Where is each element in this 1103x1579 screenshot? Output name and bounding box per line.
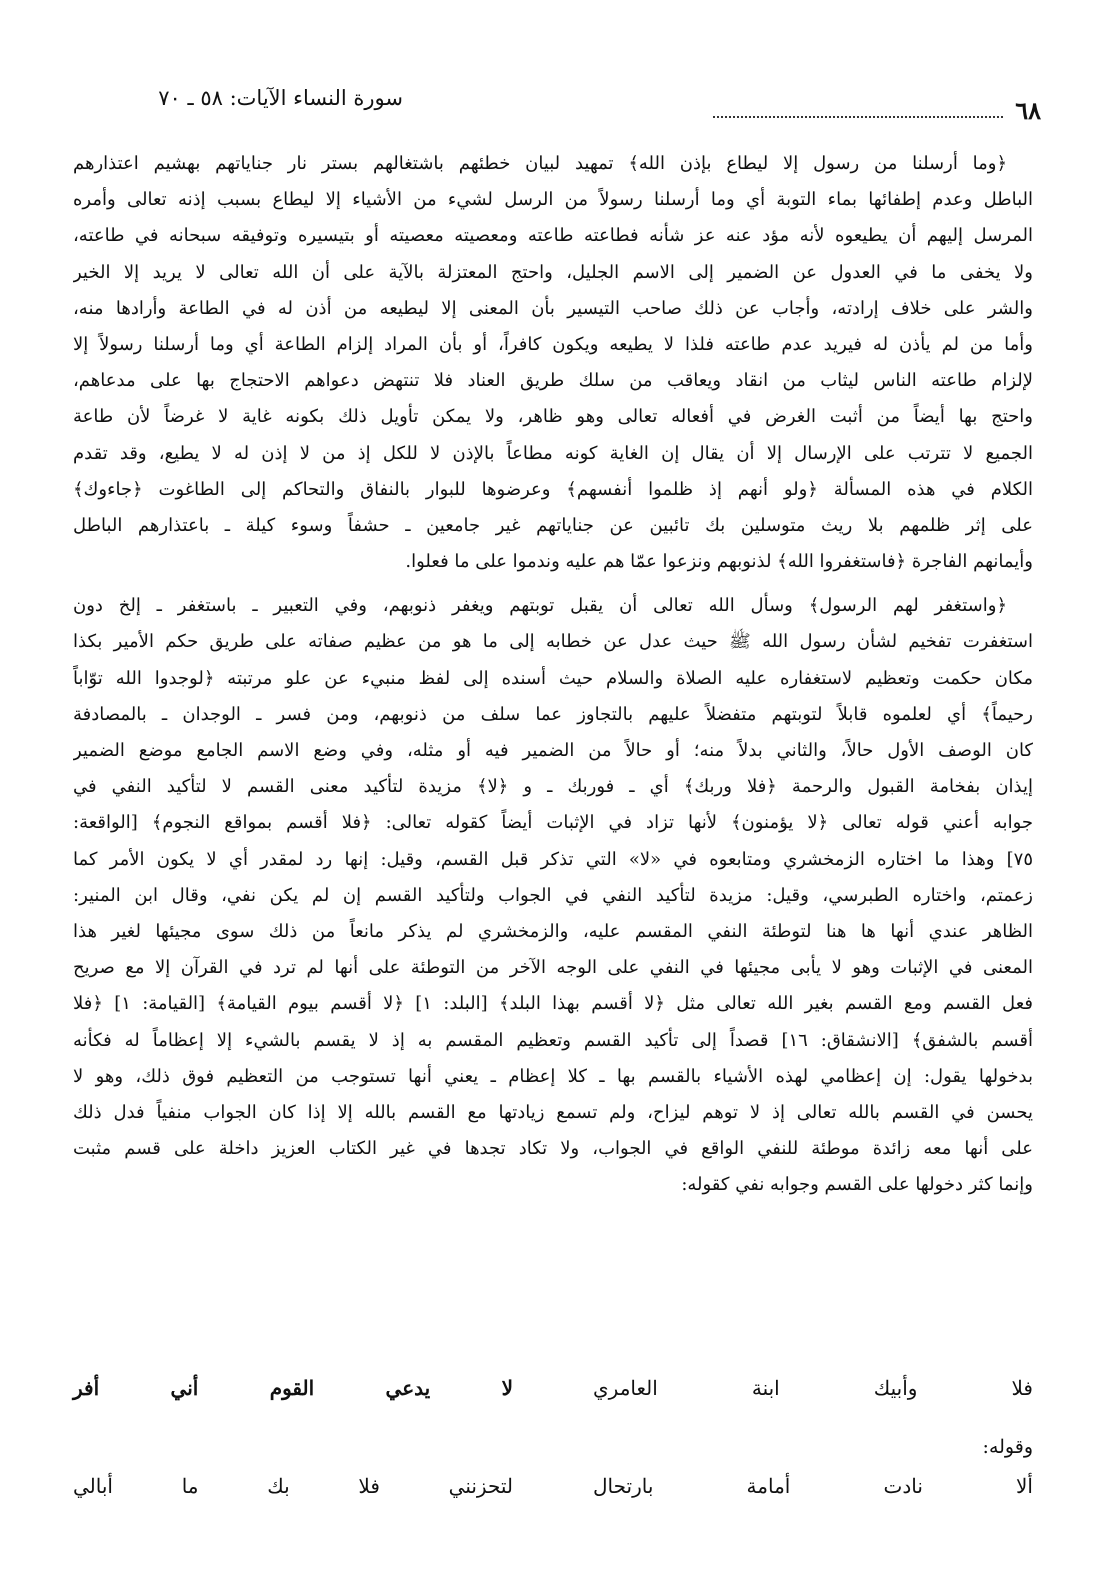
text-line: رحيماً﴾ أي لعلموه قابلاً لتوبتهم متفضلاً عليهم بالتجاوز عما سلف من ذنوبهم، ومن فسر ـ الوجدان ـ بالمصادفة [73,703,1033,725]
text-line: لإلزام طاعته الناس ليثاب من انقاد ويعاقب من سلك طريق العناد فلا تنتهض دعواهم الاحتجاج بها على مدعاهم، [73,370,1033,392]
text-line: على أنها معه زائدة موطئة للنفي الواقع في الجواب، ولا تكاد تجدها في غير الكتاب العزيز داخلة على قسم مثبت [73,1138,1033,1160]
text-line: كان الوصف الأول حالاً، والثاني بدلاً منه؛ أو حالاً من الضمير فيه أو مثله، وفي وضع الاسم الجامع موضع الضمير [73,740,1033,761]
text-line: جوابه أعني قوله تعالى ﴿لا يؤمنون﴾ لأنها تزاد في الإثبات أيضاً كقوله تعالى: ﴿فلا أقسم بمواقع النجوم﴾ [الواقعة: [73,812,1033,834]
paragraph-gap [73,580,1033,588]
text-line: يحسن في القسم بالله تعالى إذ لا توهم ليزاح، ولم تسمع زيادتها مع القسم بالله إلا إذا كان الجواب منفياً فدل ذلك [73,1101,1033,1123]
verse-line-1 [73,1376,1033,1400]
header-dotted-leader [713,116,1003,118]
text-line: الظاهر عندي أنها ها هنا لتوطئة النفي المقسم عليه، والزمخشري لم يذكر مانعاً من ذلك سوى مجيئها لغير هذا [73,920,1033,942]
text-line: الكلام في هذه المسألة ﴿ولو أنهم إذ ظلموا أنفسهم﴾ وعرضوها للبوار بالنفاق والتحاكم إلى الطاغوت ﴿جاءوك﴾ [73,478,1033,500]
text-line: ٧٥] وهذا ما اختاره الزمخشري ومتابعوه في «لا» التي تذكر قبل القسم، وقيل: إنها رد لمقدر أي لا يكون الأمر كما [73,848,1033,870]
text-line: أقسم بالشفق﴾ [الانشقاق: ١٦] قصداً إلى تأكيد القسم وتعظيم المقسم به إذ لا يقسم بالشيء إلا إعظاماً له فكأنه [73,1029,1033,1051]
text-line: إيذان بفخامة القبول والرحمة ﴿فلا وربك﴾ أي ـ فوربك ـ و ﴿لا﴾ مزيدة لتأكيد معنى القسم لا لتأكيد النفي في [73,776,1033,798]
text-line: الباطل وعدم إطفائها بماء التوبة أي وما أرسلنا رسولاً من الرسل لشيء من الأشياء إلا ليطاع بسبب إذنه تعالى وأمره [73,189,1033,211]
running-title: سورة النساء الآيات: ٥٨ ـ ٧٠ [158,86,403,110]
text-line: والشر على خلاف إرادته، وأجاب عن ذلك صاحب التيسير بأن المعنى إلا ليطيعه من أذن له في الطاعة وأرادها منه، [73,297,1033,319]
verse-2-right-hemistich: ألا نادت أمامة بارتحال [593,1474,1033,1498]
text-body [73,146,1033,1203]
text-line: واحتج بها أيضاً من أثبت الغرض في أفعاله تعالى وهو ظاهر، ولا يمكن تأويل ذلك بكونه غاية لا غرضاً لأن طاعة [73,406,1033,428]
verse-1-left-hemistich: لا يدعي القوم أني أفر [73,1376,513,1400]
text-line: فعل القسم ومع القسم بغير الله تعالى مثل ﴿لا أقسم بهذا البلد﴾ [البلد: ١] ﴿لا أقسم بيوم القيامة﴾ [القيامة: ١] ﴿فلا [73,993,1033,1015]
text-line: وأما من لم يأذن له فيريد عدم طاعته فلذا لا يطيعه ويكون كافراً، أو بأن المراد إلزام الطاعة أي وما أرسلنا رسولاً إلا [73,333,1033,355]
verse-line-2 [73,1474,1033,1498]
text-line: وأيمانهم الفاجرة ﴿فاستغفروا الله﴾ لذنوبهم ونزعوا عمّا هم عليه وندموا على ما فعلوا. [405,551,1033,573]
text-line: مكان حكمت وتعظيم لاستغفاره عليه الصلاة والسلام حيث أسنده إلى لفظ منبيء عن علو مرتبته ﴿لوجدوا الله توّاباً [73,667,1033,689]
text-line: ولا يخفى ما في العدول عن الضمير إلى الاسم الجليل، واحتج المعتزلة بالآية على أن الله تعالى لا يريد إلا الخير [73,261,1033,283]
text-line: الجميع لا تترتب على الإرسال إلا أن يقال إن الغاية كونه مطاعاً بالإذن لا للكل إذ من لا إذن له لا يطيع، وقد تقدم [73,442,1033,464]
text-line: ﴿واستغفر لهم الرسول﴾ وسأل الله تعالى أن يقبل توبتهم ويغفر ذنوبهم، وفي التعبير ـ باستغفر ـ إلخ دون [73,595,1007,617]
verse-1-right-hemistich: فلا وأبيك ابنة العامري [593,1376,1033,1400]
text-line: ﴿وما أرسلنا من رسول إلا ليطاع بإذن الله﴾ تمهيد لبيان خطئهم باشتغالهم بستر نار جناياتهم بهشيم اعتذارهم [73,153,1007,174]
text-line: المرسل إليهم أن يطيعوه لأنه مؤد عنه عز شأنه فطاعته طاعته ومعصيته معصيته أو بتيسيره وتوفيقه سبحانه في طاعته، [73,225,1033,247]
text-line: على إثر ظلمهم بلا ريث متوسلين بك تائبين عن جناياتهم غير جامعين ـ حشفاً وسوء كيلة ـ باعتذارهم الباطل [73,514,1033,536]
text-line: المعنى في الإثبات وهو لا يأبى مجيئها في النفي على الوجه الآخر من التوطئة على أنها لم ترد في القرآن إلا مع صريح [73,957,1033,979]
text-line: استغفرت تفخيم لشأن رسول الله ﷺ حيث عدل عن خطابه إلى ما هو من عظيم صفاته على طريق حكم الأمير بكذا [73,631,1033,653]
text-line: زعمتم، واختاره الطبرسي، وقيل: مزيدة لتأكيد النفي في الجواب ولتأكيد القسم إن لم يكن نفي، وقال ابن المنير: [73,884,1033,906]
verse-2-left-hemistich: لتحزنني فلا بك ما أبالي [73,1474,513,1498]
page-number: ٦٨ [1015,96,1041,125]
connector-text: وقوله: [982,1436,1033,1458]
text-line: بدخولها يقول: إن إعظامي لهذه الأشياء بالقسم بها ـ كلا إعظام ـ يعني أنها تستوجب من التعظيم فوق ذلك، وهو لا [73,1065,1033,1087]
text-line: وإنما كثر دخولها على القسم وجوابه نفي كقوله: [681,1174,1033,1196]
